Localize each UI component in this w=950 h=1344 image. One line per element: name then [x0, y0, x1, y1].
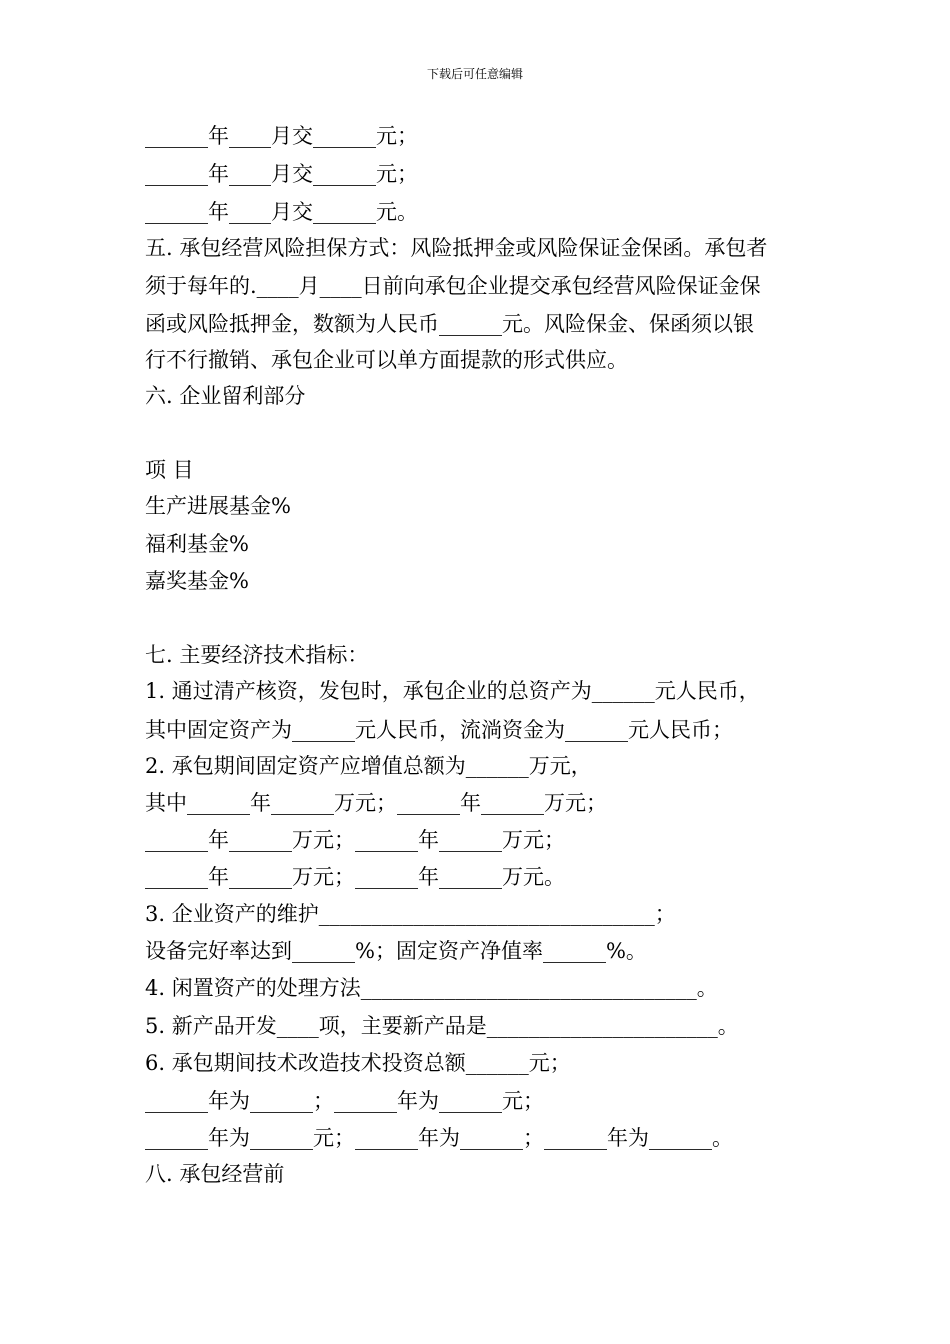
document-line: ______年______万元；______年______万元。 [145, 865, 565, 889]
document-line: ______年为______；______年为______元； [145, 1089, 544, 1113]
document-line: ______年____月交______元。 [145, 200, 418, 224]
document-line: 行不行撤销、承包企业可以单方面提款的形式供应。 [145, 348, 628, 372]
document-line: 嘉奖基金% [145, 569, 249, 593]
document-line: ______年______万元；______年______万元； [145, 828, 565, 852]
document-line: 1. 通过清产核资，发包时，承包企业的总资产为______元人民币， [145, 679, 760, 703]
document-line: 5. 新产品开发____项，主要新产品是______________________。 [145, 1014, 739, 1038]
document-line: 八. 承包经营前 [145, 1162, 285, 1186]
document-line: 6. 承包期间技术改造技术投资总额______元； [145, 1051, 571, 1075]
document-line: ______年____月交______元； [145, 124, 418, 148]
document-line: ______年为______元；______年为______；______年为______。 [145, 1126, 733, 1150]
document-line: ______年____月交______元； [145, 162, 418, 186]
page-header: 下载后可任意编辑 [426, 67, 523, 81]
document-line: 项 目 [145, 458, 194, 482]
document-line: 函或风险抵押金，数额为人民币______元。风险保金、保函须以银 [145, 312, 754, 336]
document-line: 2. 承包期间固定资产应增值总额为______万元， [145, 754, 592, 778]
document-line: 设备完好率达到______%；固定资产净值率______%。 [145, 939, 647, 963]
document-line: 福利基金% [145, 532, 249, 556]
document-line: 其中固定资产为______元人民币，流淌资金为______元人民币； [145, 718, 733, 742]
document-line: 五. 承包经营风险担保方式：风险抵押金或风险保证金保函。承包者 [145, 236, 768, 260]
document-line: 3. 企业资产的维护________________________________； [145, 902, 676, 926]
document-line: 4. 闲置资产的处理方法________________________________。 [145, 976, 718, 1000]
document-line: 须于每年的.____月____日前向承包企业提交承包经营风险保证金保 [145, 274, 761, 298]
document-line: 其中______年______万元；______年______万元； [145, 791, 607, 815]
document-line: 七. 主要经济技术指标： [145, 643, 369, 667]
document-line: 六. 企业留利部分 [145, 384, 306, 408]
document-line: 生产进展基金% [145, 494, 291, 518]
